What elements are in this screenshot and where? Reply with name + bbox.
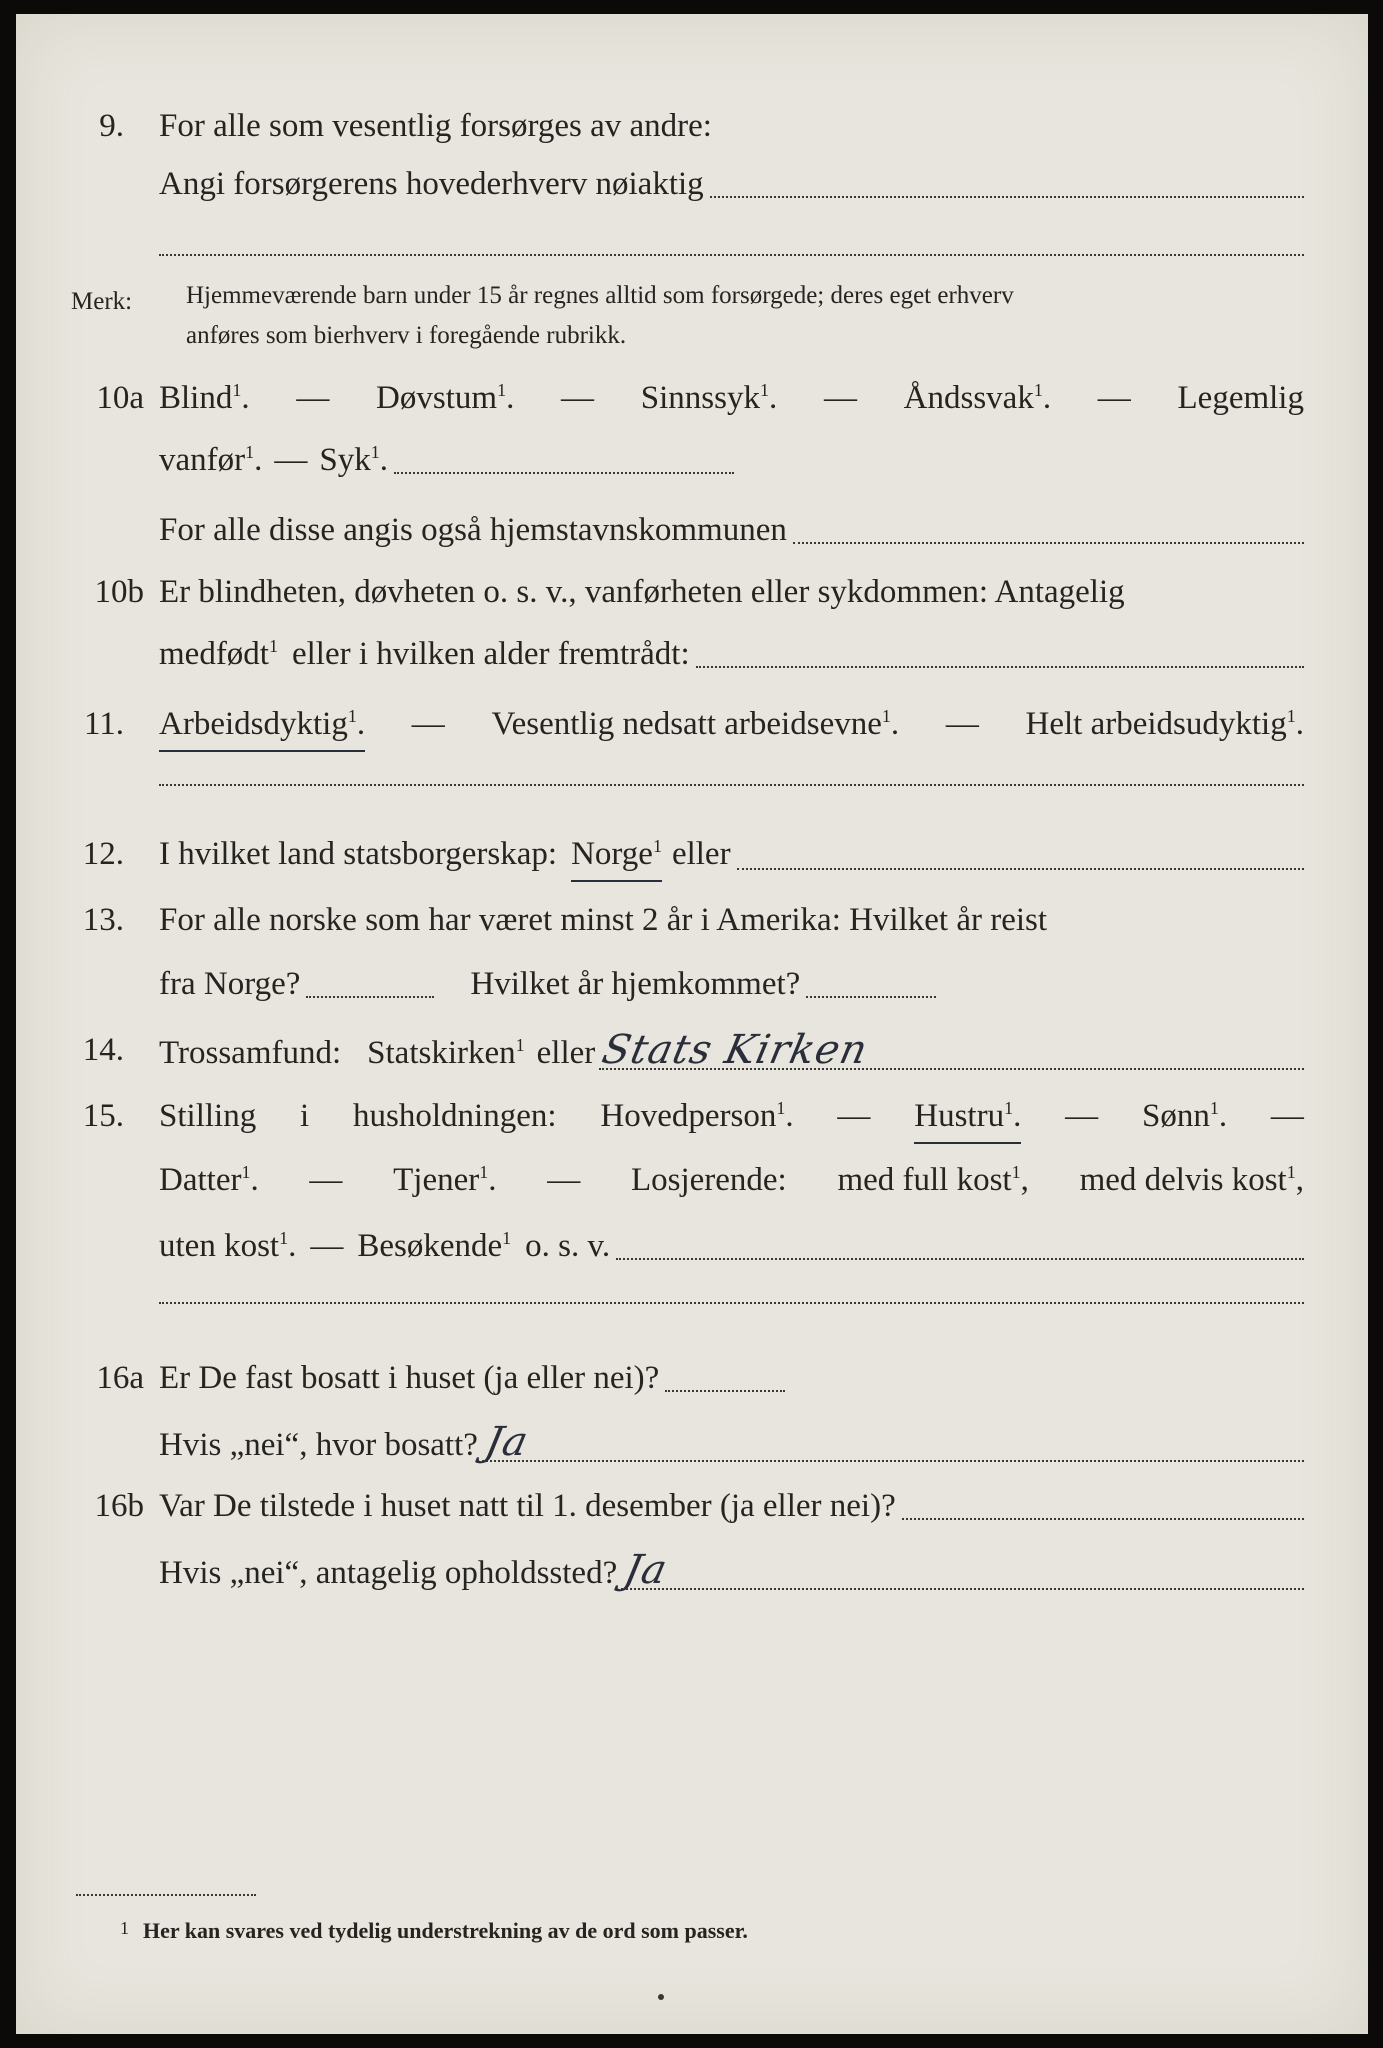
option-nedsatt-arbeidsevne[interactable]: Vesentlig nedsatt arbeidsevne$^1$.: [491, 706, 900, 742]
q10b-alder-label: eller i hvilken alder fremtrådt:: [291, 636, 690, 672]
footnote-ref: 1: [1286, 706, 1296, 726]
q10a-line1: 10a Blind$^1$. — Døvstum$^1$. — Sinnssyk$^1$. — Åndssvak$^1$. — Legemlig: [16, 372, 1368, 424]
merk-text-line1: Hjemmeværende barn under 15 år regnes alltid som forsørgede; deres eget erhverv: [186, 282, 1014, 309]
footnote-ref: 1: [268, 636, 278, 656]
q16a-line2: [16, 1416, 1368, 1468]
footnote-ref: 1: [515, 1035, 525, 1055]
q10a-line2: vanfør$^1$. — Syk$^1$.: [16, 434, 1368, 486]
footnote-ref: 1: [881, 706, 891, 726]
footnote-ref: 1: [479, 1162, 489, 1182]
option-full-kost: med full kost$^1$,: [837, 1162, 1029, 1198]
q13-reist-label: fra Norge?: [159, 966, 301, 1002]
q15-line3: uten kost$^1$. — Besøkende$^1$ o. s. v.: [16, 1220, 1368, 1272]
merk-text-line2: anføres som bierhverv i foregående rubrikk.: [186, 322, 627, 349]
option-medfodt: medfødt$^1$: [159, 636, 278, 672]
q9-occupation-label: Angi forsørgerens hovederhverv nøiaktig: [159, 166, 704, 202]
footnote-ref: 1: [1286, 1162, 1296, 1182]
q16b-opholdssted-label: Hvis „nei“, antagelig opholdssted?: [159, 1555, 618, 1591]
q9-number: 9.: [99, 108, 124, 144]
q16b-line2: [16, 1544, 1368, 1596]
footnote-ref: 1: [652, 836, 662, 856]
option-vanfor: vanfør$^1$.: [159, 442, 263, 478]
q13-line2: [16, 958, 1368, 1010]
q13-line1: [16, 894, 1368, 946]
q15-line2: Datter$^1$. — Tjener$^1$. — Losjerende: med full kost$^1$, med delvis kost$^1$,: [16, 1154, 1368, 1206]
q15-line1: 15. Stilling i husholdningen: Hovedperson$^1$. — Hustru$^1$. — Sønn$^1$. —: [16, 1090, 1368, 1142]
q11-extra-field[interactable]: [159, 784, 1304, 786]
q12-line: 12. I hvilket land statsborgerskap: Norge$^1$ eller: [16, 828, 1368, 880]
option-sonn: Sønn$^1$.: [1141, 1098, 1228, 1134]
q9-extra-field[interactable]: [159, 254, 1304, 256]
q16b-line1: [16, 1480, 1368, 1532]
q10a-hjemstavn-field[interactable]: [793, 542, 1304, 544]
option-sinnssyk: Sinnssyk$^1$.: [640, 380, 778, 416]
q14-handwritten-answer: Stats Kirken: [598, 1027, 873, 1073]
footnote-ref: 1: [347, 706, 357, 726]
option-statskirken: Statskirken$^1$: [367, 1035, 525, 1071]
q16a-number: 16a: [96, 1360, 144, 1396]
q10b-number: 10b: [94, 574, 144, 610]
q9-line2: [16, 158, 1368, 210]
footnote-ref: 1: [279, 1228, 289, 1248]
q10a-line3: [16, 504, 1368, 556]
option-datter: Datter$^1$.: [159, 1162, 259, 1198]
q16a-line1: [16, 1352, 1368, 1404]
q9-occupation-field[interactable]: [710, 196, 1304, 198]
option-blind: Blind$^1$.: [159, 380, 250, 416]
footnote-ref: 1: [241, 1162, 251, 1182]
q10b-alder-field[interactable]: [696, 666, 1304, 668]
option-andssvak: Åndssvak$^1$.: [903, 380, 1052, 416]
option-syk: Syk$^1$.: [319, 442, 388, 478]
option-norge[interactable]: Norge$^1$: [571, 828, 662, 882]
q12-other-country-field[interactable]: [737, 868, 1304, 870]
footnote-ref: 1: [1004, 1098, 1014, 1118]
option-dovstum: Døvstum$^1$.: [376, 380, 515, 416]
option-hovedperson: Hovedperson$^1$.: [600, 1098, 794, 1134]
footnote-ref: 1: [370, 442, 380, 462]
q10b-line2: [16, 628, 1368, 680]
q10a-syk-field[interactable]: [394, 472, 734, 474]
option-delvis-kost: med delvis kost$^1$,: [1079, 1162, 1304, 1198]
footnote-ref: 1: [497, 380, 507, 400]
q14-label: Trossamfund:: [159, 1035, 342, 1071]
q13-hjemkommet-field[interactable]: [806, 996, 936, 998]
footnote-ref: 1: [776, 1098, 786, 1118]
q9-line1: [16, 100, 1368, 152]
q10b-text: Er blindheten, døvheten o. s. v., vanførheten eller sykdommen: Antagelig: [159, 574, 1125, 610]
q12-number: 12.: [82, 836, 124, 872]
option-arbeidsudyktig[interactable]: Helt arbeidsudyktig$^1$.: [1025, 706, 1304, 742]
footnote-ref: 1: [1033, 380, 1043, 400]
q12-text: I hvilket land statsborgerskap:: [159, 836, 558, 872]
footnote-ref: 1: [759, 380, 769, 400]
q10a-hjemstavn-label: For alle disse angis også hjemstavnskommunen: [159, 512, 787, 548]
q15-number: 15.: [82, 1098, 124, 1134]
q10b-line1: [16, 566, 1368, 618]
q16b-text: Var De tilstede i huset natt til 1. desember (ja eller nei)?: [159, 1488, 896, 1524]
footnote-text: Her kan svares ved tydelig understrekning av de ord som passer.: [143, 1918, 748, 1943]
footnote-ref: 1: [1011, 1162, 1021, 1182]
merk-note: [16, 276, 1368, 356]
q13-number: 13.: [82, 902, 124, 938]
footnote: [120, 1918, 748, 1944]
census-form-page: [16, 14, 1368, 2034]
option-uten-kost: uten kost$^1$.: [159, 1228, 297, 1264]
q16a-text: Er De fast bosatt i huset (ja eller nei)?: [159, 1360, 660, 1396]
q11-number: 11.: [83, 706, 124, 742]
option-legemlig: Legemlig: [1177, 380, 1304, 416]
q15-extra-field[interactable]: [159, 1302, 1304, 1304]
q16a-bosatt-label: Hvis „nei“, hvor bosatt?: [159, 1427, 478, 1463]
q9-text: For alle som vesentlig forsørges av andre:: [159, 108, 712, 144]
option-tjener: Tjener$^1$.: [393, 1162, 497, 1198]
q10a-number: 10a: [96, 380, 144, 416]
footnote-marker: 1: [120, 1918, 129, 1938]
q14-line: 14. Trossamfund: Statskirken$^1$ eller Stats Kirken: [16, 1024, 1368, 1076]
footnote-ref: 1: [245, 442, 255, 462]
q16b-handwritten-answer: Ja: [620, 1547, 672, 1593]
q15-other-field[interactable]: [616, 1258, 1304, 1260]
option-hustru: Hustru$^1$.: [914, 1090, 1021, 1144]
q16b-number: 16b: [94, 1488, 144, 1524]
q14-number: 14.: [82, 1032, 124, 1068]
q13-reist-field[interactable]: [306, 996, 434, 998]
footnote-ref: 1: [232, 380, 242, 400]
ink-mark: [658, 1994, 664, 2000]
option-besokende: Besøkende$^1$: [357, 1228, 512, 1264]
footnote-ref: 1: [502, 1228, 512, 1248]
option-arbeidsdyktig[interactable]: Arbeidsdyktig$^1$.: [159, 698, 365, 752]
q16b-field[interactable]: [902, 1518, 1304, 1520]
q13-text: For alle norske som har været minst 2 år i Amerika: Hvilket år reist: [159, 902, 1048, 938]
merk-label: Merk:: [71, 288, 133, 315]
q13-hjemkommet-label: Hvilket år hjemkommet?: [470, 966, 801, 1002]
footnote-rule: [76, 1894, 256, 1896]
q11-line: 11. Arbeidsdyktig$^1$. — Vesentlig nedsatt arbeidsevne$^1$. — Helt arbeidsudyktig$^1$.: [16, 698, 1368, 750]
footnote-ref: 1: [1209, 1098, 1219, 1118]
q16a-field[interactable]: [665, 1390, 785, 1392]
q16a-handwritten-answer: Ja: [481, 1419, 533, 1465]
